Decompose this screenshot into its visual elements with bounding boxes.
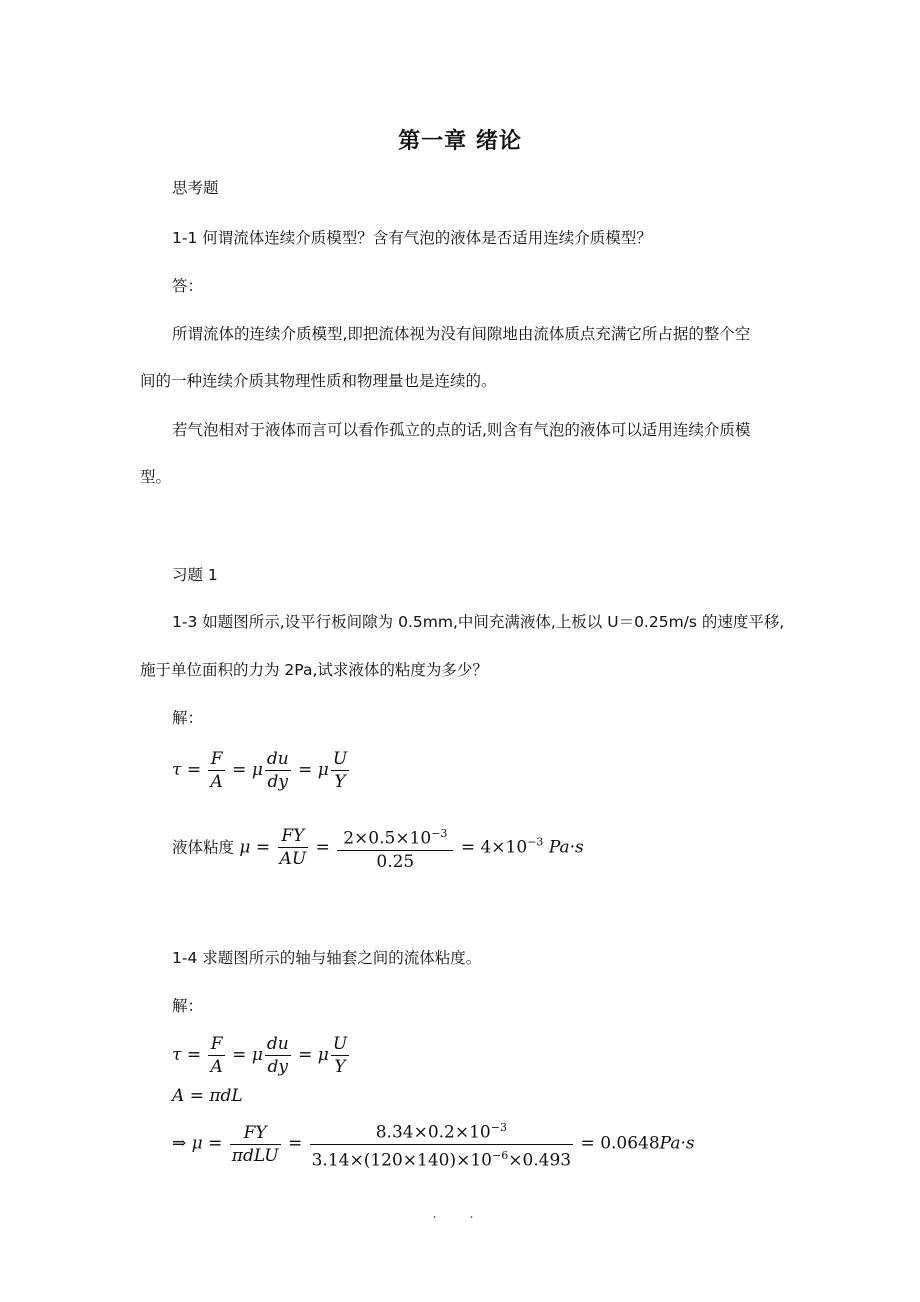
answer-paragraph-1-line-2: 间的一种连续介质其物理性质和物理量也是连续的。 (140, 372, 497, 390)
solution-label-1: 解： (172, 709, 204, 727)
section-heading-exercises: 习题 1 (172, 566, 218, 584)
equation-viscosity-1: 液体粘度 μ = $\frac{FY}{AU}$ = $\frac{2\times 0.5\times 10^{-3}}{0.25}$ = $4\times 10^{-3}$ Pa·s (172, 823, 584, 873)
question-1-3-line-1: 1-3 如题图所示,设平行板间隙为 0.5mm,中间充满液体,上板以 U＝0.25m/s 的速度平移, (172, 613, 785, 631)
equation-area: A = πdL (172, 1086, 243, 1106)
question-1-1: 1-1 何谓流体连续介质模型？含有气泡的液体是否适用连续介质模型？ (172, 229, 652, 247)
equation-shear-stress-2: τ = $\frac{F}{A}$ = μ $\frac{du}{dy}$ = μ $\frac{U}{Y}$ (172, 1034, 348, 1077)
chapter-title: 第一章 绪论 (398, 129, 522, 154)
answer-paragraph-2-line-1: 若气泡相对于液体而言可以看作孤立的点的话,则含有气泡的液体可以适用连续介质模 (172, 421, 751, 439)
answer-paragraph-2-line-2: 型。 (140, 468, 172, 486)
question-1-3-line-2: 施于单位面积的力为 2Pa,试求液体的粘度为多少？ (140, 661, 488, 679)
page-footer-dots: · · (432, 1210, 488, 1226)
answer-paragraph-1-line-1: 所谓流体的连续介质模型,即把流体视为没有间隙地由流体质点充满它所占据的整个空 (172, 325, 751, 343)
equation-shear-stress-1: τ = $\frac{F}{A}$ = μ $\frac{du}{dy}$ = μ $\frac{U}{Y}$ (172, 749, 348, 792)
answer-label: 答： (172, 277, 204, 295)
section-heading-thinking: 思考题 (172, 179, 219, 197)
equation-viscosity-2: ⇒ μ = $\frac{FY}{\text{πdLU}}$ = $\frac{8.34\times 0.2\times 10^{-3}}{3.14\times(120\times 140)\times 10^{-6}\times 0.493}$ = 0.0648Pa·s (172, 1117, 695, 1171)
question-1-4: 1-4 求题图所示的轴与轴套之间的流体粘度。 (172, 949, 482, 967)
solution-label-2: 解： (172, 997, 204, 1015)
